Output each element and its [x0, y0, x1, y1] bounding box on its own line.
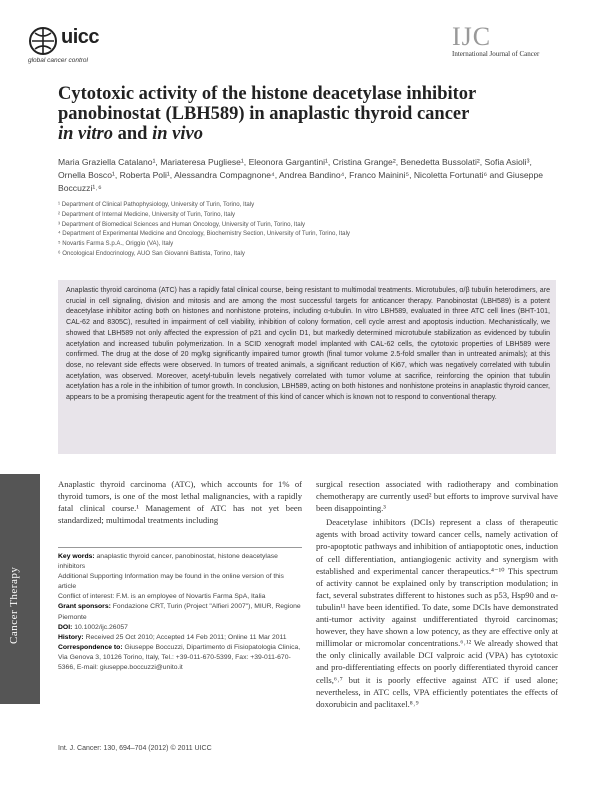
journal-masthead — [452, 22, 572, 58]
correspondence-value: Giuseppe Boccuzzi, Dipartimento di Fisiopatologia Clinica, Via Genova 3, 10126 Torino, Italy, Tel.: +39-011-670-5399, Fax: +39-011-670-5366, E-mail: giuseppe.boccuzzi@unito.it — [58, 643, 301, 672]
conflict-of-interest: Conflict of interest: F.M. is an employee of Novartis Farma SpA, Italia — [58, 593, 266, 601]
section-label: Cancer Therapy — [8, 566, 20, 644]
doi — [58, 623, 302, 633]
affiliation: ⁴ Department of Experimental Medicine and Oncology, Biochemistry Section, University of Turin, Torino, Italy — [58, 230, 350, 238]
meta-divider — [58, 547, 302, 548]
intro-paragraph: Deacetylase inhibitors (DCIs) represent a class of therapeutic agents with broad activity toward cancer cells, namely activation of pro-apoptotic pathways and inhibition of antiapoptotic ones, induction of cell differentiation, antiangiogenic activity and synergism with established and experimental cancer therapeutics.⁴⁻¹⁰ This spectrum of activity cannot be explained only by transcription modulation; in fact, several substrates different to histones such as p53, Hsp90 and α-tubulin¹¹ have been identified. To date, some DCIs have demonstrated anti-tumor activity against undifferentiated thyroid carcinomas; however, they have shown a low potency, as they are effective only at millimolar or micromolar concentrations.⁶˒¹² We already showed that the only clinically available DCI valproic acid (VPA) has cytotoxic and pro-differentiating effects on poorly differentiated thyroid cancer cells,⁶˒⁷ but it is poorly effective against ATC if used alone; nevertheless, in ATC cells, VPA efficiently potentiates the effects of doxorubicin and paclitaxel.⁸˒⁹ — [316, 517, 559, 709]
article-metadata — [58, 552, 302, 673]
history-label: History: — [58, 633, 84, 641]
keywords-label: Key words: — [58, 553, 95, 560]
history — [58, 633, 302, 643]
title-line-3 — [58, 124, 558, 144]
affiliation: ¹ Department of Clinical Pathophysiology, University of Turin, Torino, Italy — [58, 201, 255, 208]
affiliation: ² Department of Internal Medicine, University of Turin, Torino, Italy — [58, 210, 236, 218]
journal-name: International Journal of Cancer — [452, 50, 540, 58]
supporting-info: Additional Supporting Information may be found in the online version of this article — [58, 573, 284, 591]
intro-paragraph: surgical resection associated with radiotherapy and combination chemotherapy are currently used² but efforts to improve survival have been disappointing.³ — [316, 479, 558, 514]
logo-tagline: global cancer control — [28, 57, 88, 64]
abstract-box — [58, 280, 556, 454]
title-line-1: Cytotoxic activity of the histone deacetylase inhibitor — [58, 84, 477, 104]
keywords-value: anaplastic thyroid cancer, panobinostat, histone deacetylase inhibitors — [58, 553, 278, 571]
uicc-logo — [28, 24, 148, 64]
affiliation: ³ Department of Biomedical Sciences and Human Oncology, University of Turin, Torino, Italy — [58, 220, 306, 228]
affiliation: ⁶ Oncological Endocrinology, AUO San Giovanni Battista, Torino, Italy — [58, 249, 245, 257]
affiliations — [58, 200, 558, 259]
author-list: Maria Graziella Catalano¹, Mariateresa Pugliese¹, Eleonora Gargantini¹, Cristina Grange², Benedetta Bussolati², Sofia Asioli³, Ornella Bosco¹, Roberta Poli¹, Alessandra Compagnone⁴, Andrea Bandino⁴, Franco Mainini⁵, Nicoletta Fortunati⁶ and Giuseppe Boccuzzi¹˒⁶ — [58, 157, 544, 193]
correspondence — [58, 643, 302, 673]
uicc-globe-icon — [28, 26, 58, 56]
title-in-vivo: in vivo — [152, 124, 203, 144]
doi-value[interactable]: 10.1002/ijc.26057 — [72, 623, 128, 631]
journal-abbrev: IJC — [452, 22, 492, 51]
doi-label: DOI: — [58, 623, 73, 631]
grant-sponsors — [58, 602, 302, 622]
intro-column-1: Anaplastic thyroid carcinoma (ATC), which accounts for 1% of thyroid tumors, is one of the most lethal malignancies, with a rapidly fatal clinical course.¹ Management of ATC has not yet been standardized; multimodal treatments including — [58, 479, 302, 526]
title-line-2: panobinostat (LBH589) in anaplastic thyroid cancer — [58, 104, 470, 124]
grant-value: Fondazione CRT, Turin (Project "Alfieri 2007"), MIUR, Regione Piemonte — [58, 603, 301, 621]
abstract-text: Anaplastic thyroid carcinoma (ATC) has a rapidly fatal clinical course, being resistant to multimodal treatments. Microtubules, α/β tubulin heterodimers, are crucial in cell signaling, division and mitosis and are among the most successful targets for anticancer therapy. Panobinostat (LBH589) is a potent deacetylase inhibitor acting both on histones and nonhistone proteins, including α-tubulin. In vitro LBH589, evaluated in three ATC cell lines (BHT-101, CAL-62 and 8305C), resulted in impairment of cell viability, inhibition of colony formation, cell cycle arrest and apoptosis induction. Mechanistically, we showed that LBH589 not only affected the expression of p21 and cyclin D1, but markedly determined microtubule stabilization as evidenced by tubulin acetylation and increased tubulin polymerization. In a SCID xenograft model implanted with CAL-62 cells, the cytotoxic properties of LBH589 were confirmed. The drug at the dose of 20 mg/kg significantly impaired tumor growth (final tumor volume 2.5-fold smaller than in untreated animals); at this dose, no relevant side effects were observed. In tumors of treated animals, a significant reduction of Ki67, which was negatively correlated with tubulin acetylation, was observed. Moreover, acetyl-tubulin levels negatively correlated with tumor volume at sacrifice, reinforcing the opinion that tubulin acetylation has a role in the inhibition of tumor growth. In conclusion, LBH589, acting on both histones and nonhistone proteins in anaplastic thyroid cancer, appears to be a promising therapeutic agent for the treatment of this kind of cancer which is known not to respond to conventional therapy. — [66, 287, 550, 402]
logo-wordmark: uicc — [61, 26, 100, 48]
grant-label: Grant sponsors: — [58, 603, 111, 611]
title-in-vitro: in vitro — [58, 124, 113, 144]
history-value: Received 25 Oct 2010; Accepted 14 Feb 2011; Online 11 Mar 2011 — [83, 633, 287, 641]
title-and: and — [113, 124, 153, 144]
correspondence-label: Correspondence to: — [58, 643, 123, 651]
article-title — [58, 84, 558, 144]
section-side-tab — [0, 474, 40, 704]
affiliation: ⁵ Novartis Farma S.p.A., Origgio (VA), Italy — [58, 240, 174, 248]
keywords — [58, 552, 302, 572]
footer-citation: Int. J. Cancer: 130, 694–704 (2012) © 2011 UICC — [58, 745, 212, 752]
intro-column-2 — [316, 478, 558, 710]
